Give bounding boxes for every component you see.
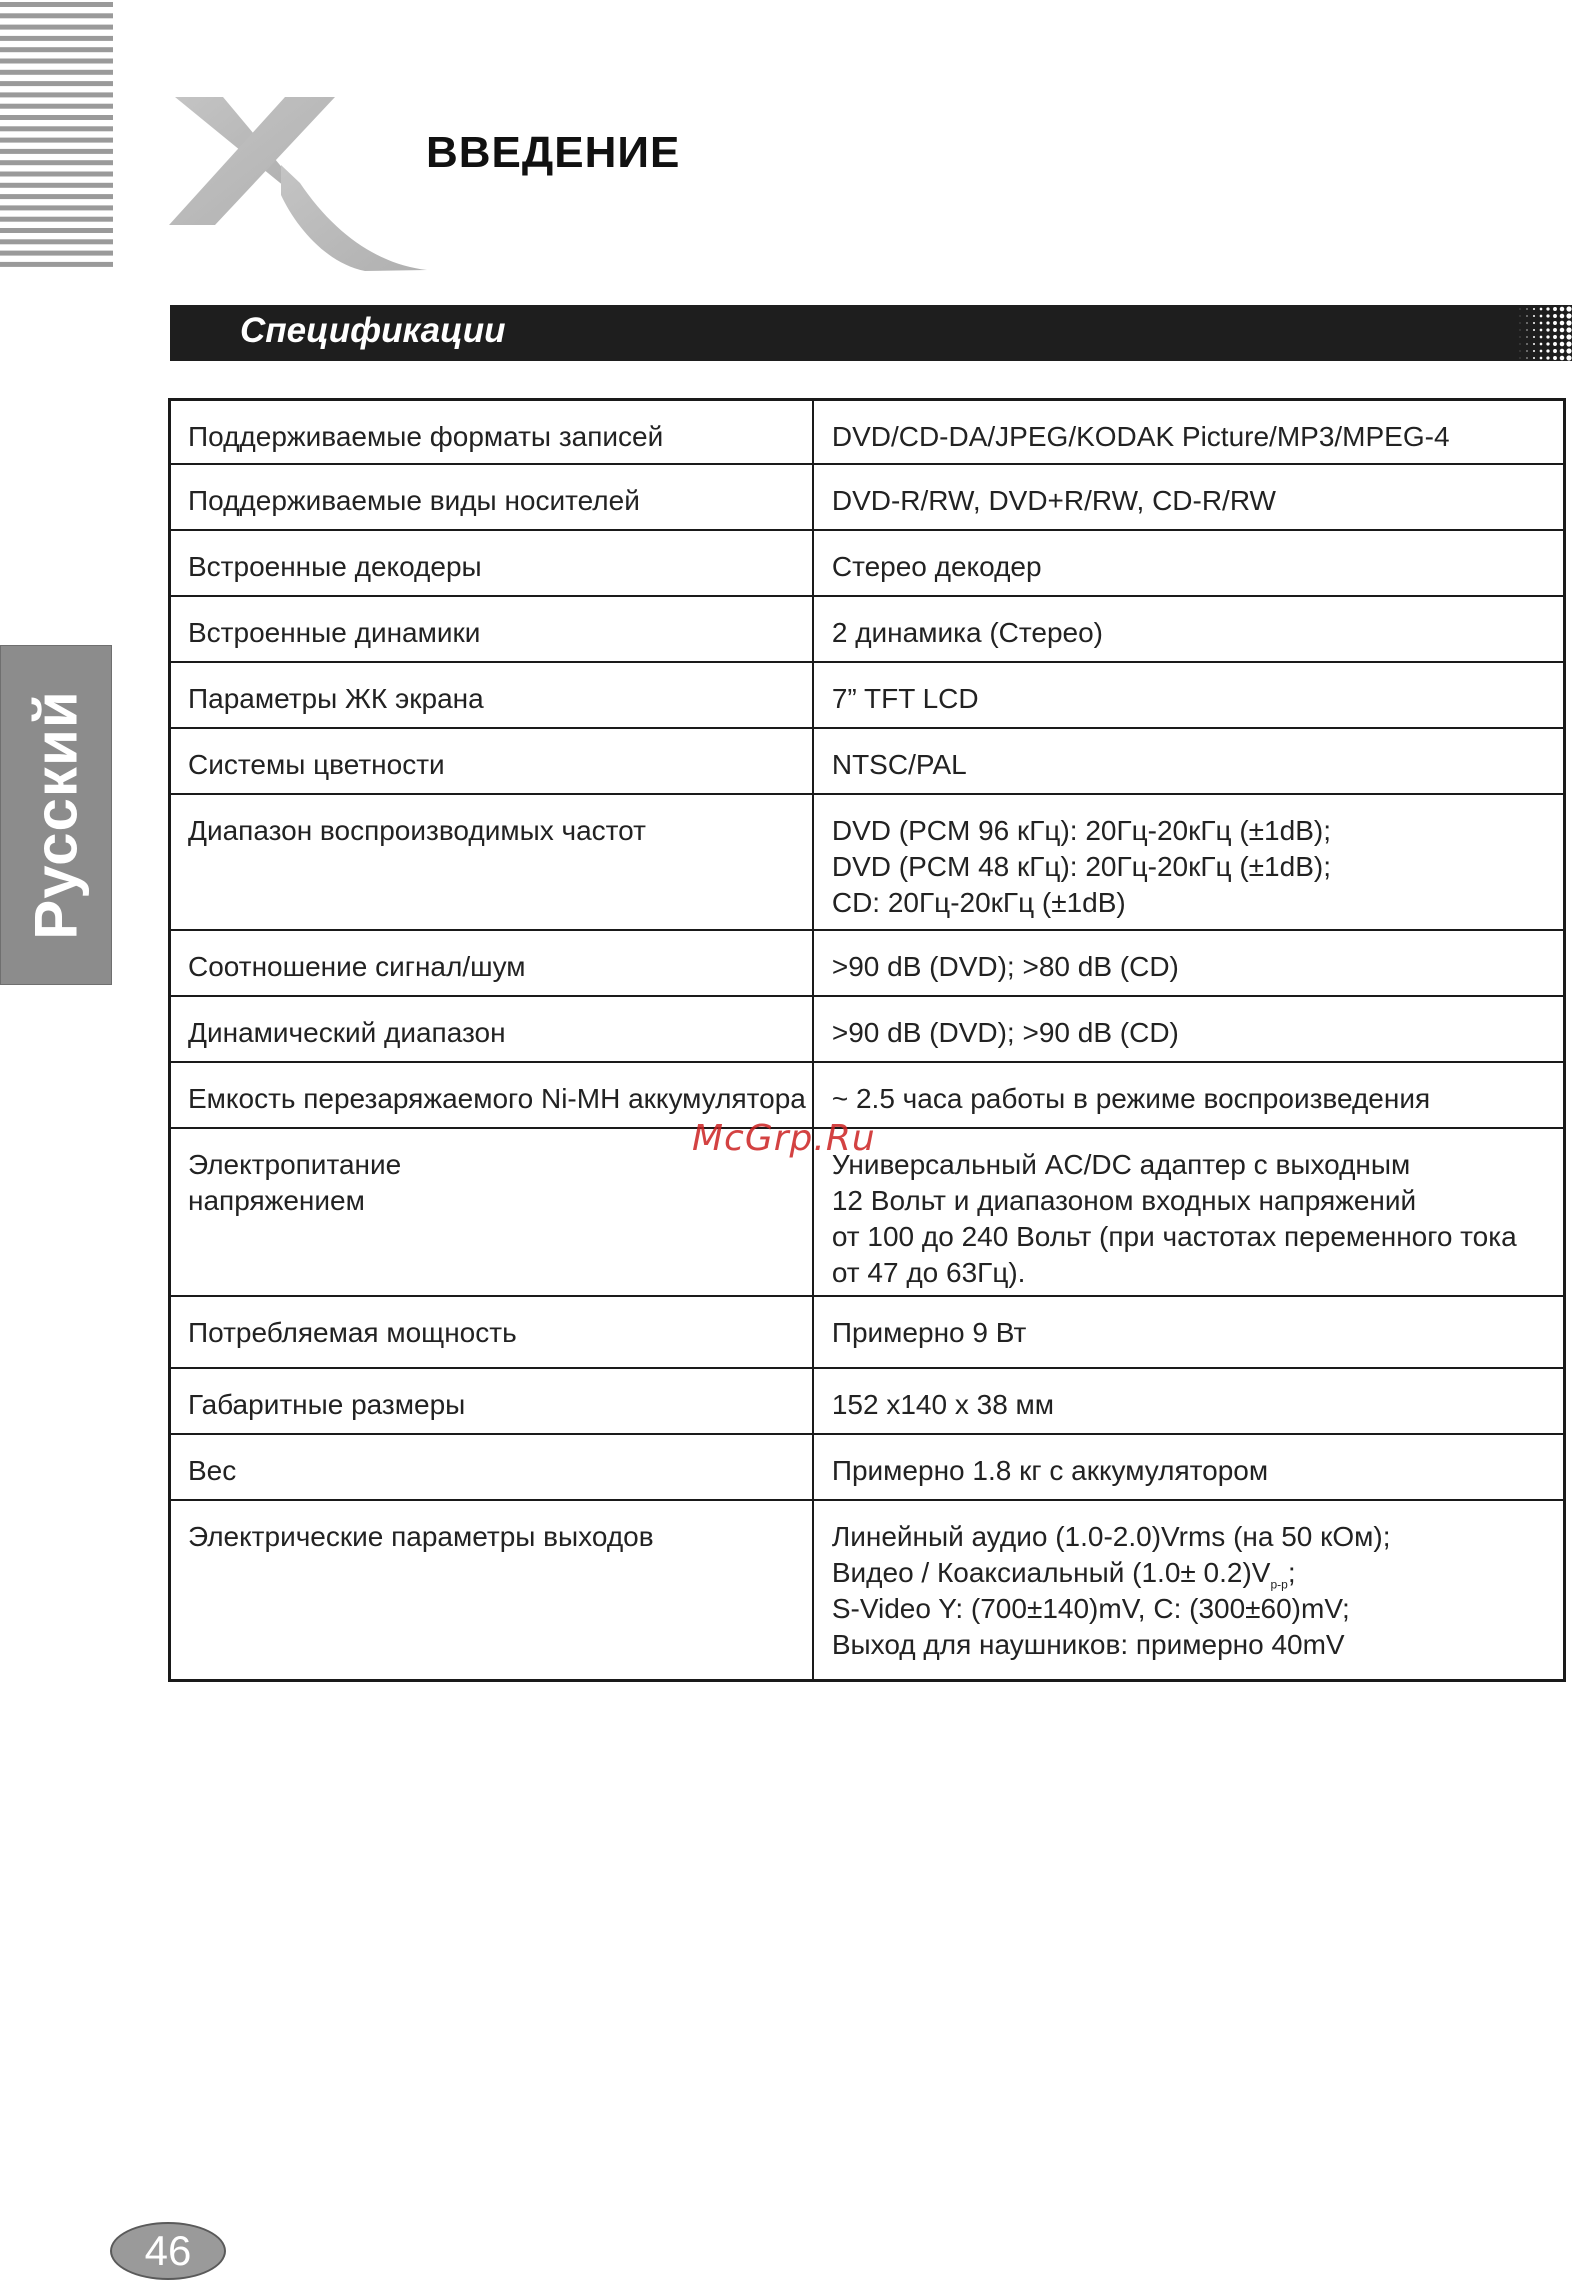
stripe xyxy=(0,183,113,188)
spec-value-line xyxy=(832,813,1557,849)
spec-label-line: Поддерживаемые виды носителей xyxy=(188,485,640,516)
spec-value-text: DVD (PCM 48 кГц): 20Гц-20кГц (±1dB); xyxy=(831,851,1331,882)
section-header-bar xyxy=(170,305,1572,361)
halftone-dot xyxy=(1540,308,1543,311)
spec-label xyxy=(170,1434,813,1500)
spec-row xyxy=(170,400,1565,465)
halftone-dot xyxy=(1553,321,1557,325)
halftone-dot xyxy=(1566,313,1571,318)
spec-value xyxy=(813,1434,1565,1500)
halftone-dot xyxy=(1566,327,1571,332)
spec-value-line xyxy=(832,1555,1557,1591)
stripe xyxy=(0,92,113,97)
halftone-dot xyxy=(1533,343,1535,345)
halftone-dot xyxy=(1540,329,1543,332)
section-title: Спецификации xyxy=(240,311,506,350)
halftone-dot xyxy=(1533,308,1535,310)
stripe xyxy=(0,70,113,75)
halftone-dot xyxy=(1520,358,1521,359)
halftone-dot xyxy=(1546,342,1549,345)
halftone-dot xyxy=(1540,343,1543,346)
spec-value-text: NTSC/PAL xyxy=(831,749,967,780)
spec-value-text: Линейный аудио (1.0-2.0)Vrms (на 50 кОм); xyxy=(831,1521,1391,1552)
halftone-dot xyxy=(1560,321,1565,326)
spec-label-line: Габаритные размеры xyxy=(188,1389,466,1420)
spec-row xyxy=(170,794,1565,930)
halftone-dots-decoration xyxy=(1502,305,1572,361)
spec-value xyxy=(813,728,1565,794)
halftone-dot xyxy=(1566,348,1571,353)
stripe xyxy=(0,194,113,199)
spec-label-line: Параметры ЖК экрана xyxy=(188,683,484,714)
spec-value xyxy=(813,530,1565,596)
halftone-dot xyxy=(1546,321,1549,324)
spec-label-line: Диапазон воспроизводимых частот xyxy=(188,815,646,846)
stripe xyxy=(0,205,113,210)
halftone-dot xyxy=(1520,351,1521,352)
spec-label xyxy=(170,596,813,662)
spec-value-text: от 47 до 63Гц). xyxy=(831,1257,1026,1288)
stripe xyxy=(0,25,113,30)
spec-label xyxy=(170,464,813,530)
stripe xyxy=(0,138,113,143)
spec-value xyxy=(813,1500,1565,1681)
stripe xyxy=(0,126,113,131)
stripe xyxy=(0,59,113,64)
spec-value-text: CD: 20Гц-20кГц (±1dB) xyxy=(831,887,1126,918)
spec-row xyxy=(170,596,1565,662)
spec-value-text: Видео / Коаксиальный (1.0± 0.2)V xyxy=(831,1557,1271,1588)
spec-label-line: напряжением xyxy=(188,1185,365,1216)
spec-label xyxy=(170,1296,813,1368)
halftone-dot xyxy=(1566,320,1571,325)
halftone-dot xyxy=(1520,316,1521,317)
spec-value-line xyxy=(832,1315,1557,1351)
spec-value-text: S-Video Y: (700±140)mV, C: (300±60)mV; xyxy=(831,1593,1350,1624)
spec-row xyxy=(170,530,1565,596)
spec-value-text: DVD-R/RW, DVD+R/RW, CD-R/RW xyxy=(831,485,1276,516)
subscript: p-p xyxy=(1270,1577,1288,1592)
halftone-dot xyxy=(1520,309,1521,310)
halftone-dot xyxy=(1566,306,1571,311)
spec-row xyxy=(170,1296,1565,1368)
halftone-dot xyxy=(1553,356,1557,360)
spec-value-text: ~ 2.5 часа работы в режиме воспроизведения xyxy=(831,1083,1431,1114)
language-tab xyxy=(0,645,112,985)
spec-label xyxy=(170,530,813,596)
halftone-dot xyxy=(1546,314,1549,317)
decorative-stripes xyxy=(0,0,113,272)
spec-value-line xyxy=(832,1015,1557,1051)
spec-value-text: >90 dB (DVD); >80 dB (CD) xyxy=(831,951,1179,982)
spec-value-line xyxy=(832,419,1557,455)
spec-row xyxy=(170,1368,1565,1434)
halftone-dot xyxy=(1560,356,1565,361)
page-title: ВВЕДЕНИЕ xyxy=(426,128,681,177)
spec-value xyxy=(813,464,1565,530)
halftone-dot xyxy=(1540,315,1543,318)
spec-value-text: Примерно 1.8 кг с аккумулятором xyxy=(831,1455,1269,1486)
spec-value xyxy=(813,996,1565,1062)
spec-row xyxy=(170,728,1565,794)
halftone-dot xyxy=(1540,336,1543,339)
spec-label xyxy=(170,930,813,996)
halftone-dot xyxy=(1560,349,1565,354)
spec-label-line: Потребляемая мощность xyxy=(188,1317,517,1348)
spec-value-text: Стерео декодер xyxy=(831,551,1042,582)
spec-value-line xyxy=(832,1255,1557,1291)
stripe xyxy=(0,36,113,41)
halftone-dot xyxy=(1560,342,1565,347)
spec-label xyxy=(170,996,813,1062)
halftone-dot xyxy=(1526,343,1527,344)
halftone-dot xyxy=(1546,307,1549,310)
halftone-dot xyxy=(1533,350,1535,352)
halftone-dot xyxy=(1566,341,1571,346)
spec-value-text: 152 x140 x 38 мм xyxy=(831,1389,1055,1420)
spec-label xyxy=(170,794,813,930)
spec-value-line xyxy=(832,1453,1557,1489)
spec-value xyxy=(813,400,1565,465)
halftone-dot xyxy=(1553,342,1557,346)
halftone-dot xyxy=(1553,328,1557,332)
halftone-dot xyxy=(1526,308,1527,309)
spec-value-text: >90 dB (DVD); >90 dB (CD) xyxy=(831,1017,1179,1048)
spec-row xyxy=(170,662,1565,728)
halftone-dot xyxy=(1526,336,1527,337)
stripe xyxy=(0,172,113,177)
spec-row xyxy=(170,1500,1565,1681)
spec-value-line xyxy=(832,1081,1557,1117)
halftone-dot xyxy=(1560,314,1565,319)
spec-value xyxy=(813,1062,1565,1128)
spec-value xyxy=(813,1368,1565,1434)
spec-value xyxy=(813,930,1565,996)
halftone-dot xyxy=(1526,357,1527,358)
halftone-dot xyxy=(1546,328,1549,331)
halftone-dot xyxy=(1520,344,1521,345)
spec-label-line: Динамический диапазон xyxy=(188,1017,506,1048)
spec-row xyxy=(170,930,1565,996)
spec-label xyxy=(170,1500,813,1681)
spec-value xyxy=(813,596,1565,662)
spec-label-line: Электропитание xyxy=(188,1149,402,1180)
spec-value xyxy=(813,794,1565,930)
halftone-dot xyxy=(1533,329,1535,331)
halftone-dot xyxy=(1526,329,1527,330)
spec-value-line xyxy=(832,1627,1557,1663)
spec-value-line xyxy=(832,849,1557,885)
spec-value-line xyxy=(832,1387,1557,1423)
stripe xyxy=(0,239,113,244)
halftone-dot xyxy=(1560,328,1565,333)
spec-value-line xyxy=(832,747,1557,783)
spec-label xyxy=(170,400,813,465)
watermark: McGrp.Ru xyxy=(692,1118,876,1159)
stripe xyxy=(0,160,113,165)
halftone-dot xyxy=(1566,355,1571,360)
halftone-dot xyxy=(1553,349,1557,353)
spec-value xyxy=(813,1128,1565,1296)
halftone-dot xyxy=(1540,322,1543,325)
spec-value-line xyxy=(832,1183,1557,1219)
stripe xyxy=(0,149,113,154)
halftone-dot xyxy=(1553,307,1557,311)
stripe xyxy=(0,104,113,109)
spec-label-line: Системы цветности xyxy=(188,749,445,780)
language-tab-label: Русский xyxy=(22,690,90,940)
spec-label xyxy=(170,1368,813,1434)
halftone-dot xyxy=(1553,314,1557,318)
spec-value-line xyxy=(832,681,1557,717)
spec-value-line xyxy=(832,885,1557,921)
stripe xyxy=(0,228,113,233)
halftone-dot xyxy=(1546,349,1549,352)
spec-value-line xyxy=(832,1591,1557,1627)
spec-value-text: Универсальный AC/DC адаптер с выходным xyxy=(831,1149,1411,1180)
specifications-table xyxy=(168,398,1566,1682)
spec-value-text: DVD/CD-DA/JPEG/KODAK Picture/MP3/MPEG-4 xyxy=(831,421,1450,452)
spec-value-text: Примерно 9 Вт xyxy=(831,1317,1027,1348)
stripe xyxy=(0,13,113,18)
halftone-dot xyxy=(1526,315,1527,316)
halftone-dot xyxy=(1520,323,1521,324)
spec-value xyxy=(813,1296,1565,1368)
halftone-dot xyxy=(1546,356,1549,359)
spec-label-line: Встроенные динамики xyxy=(188,617,481,648)
halftone-dot xyxy=(1560,307,1565,312)
halftone-dot xyxy=(1533,357,1535,359)
halftone-dot xyxy=(1526,350,1527,351)
halftone-dot xyxy=(1560,335,1565,340)
spec-label-line: Емкость перезаряжаемого Ni-MH аккумулятора xyxy=(188,1083,806,1114)
spec-label-line: Соотношение сигнал/шум xyxy=(188,951,526,982)
spec-row xyxy=(170,1434,1565,1500)
spec-row xyxy=(170,464,1565,530)
halftone-dot xyxy=(1520,330,1521,331)
halftone-dot xyxy=(1553,335,1557,339)
spec-label-line: Поддерживаемые форматы записей xyxy=(188,421,664,452)
halftone-dot xyxy=(1566,334,1571,339)
stripe xyxy=(0,251,113,256)
spec-value-text: DVD (PCM 96 кГц): 20Гц-20кГц (±1dB); xyxy=(831,815,1331,846)
stripe xyxy=(0,47,113,52)
spec-value-text: 2 динамика (Стерео) xyxy=(831,617,1103,648)
spec-value-text: 7” TFT LCD xyxy=(831,683,979,714)
spec-value-line xyxy=(832,483,1557,519)
spec-value-line xyxy=(832,549,1557,585)
spec-row xyxy=(170,996,1565,1062)
spec-value-text: Выход для наушников: примерно 40mV xyxy=(831,1629,1345,1660)
halftone-dot xyxy=(1533,322,1535,324)
page-number: 46 xyxy=(110,2222,226,2280)
stripe xyxy=(0,2,113,7)
stripe xyxy=(0,81,113,86)
spec-value xyxy=(813,662,1565,728)
spec-value-text: от 100 до 240 Вольт (при частотах переменного тока xyxy=(831,1221,1517,1252)
stripe xyxy=(0,115,113,120)
halftone-dot xyxy=(1533,336,1535,338)
spec-value-line xyxy=(832,1519,1557,1555)
subscript-suffix: ; xyxy=(1287,1557,1296,1588)
spec-value-text: 12 Вольт и диапазоном входных напряжений xyxy=(831,1185,1417,1216)
spec-value-line xyxy=(832,949,1557,985)
halftone-dot xyxy=(1546,335,1549,338)
halftone-dot xyxy=(1526,322,1527,323)
halftone-dot xyxy=(1533,315,1535,317)
spec-value-line xyxy=(832,615,1557,651)
spec-label-line: Электрические параметры выходов xyxy=(188,1521,654,1552)
halftone-dot xyxy=(1540,350,1543,353)
spec-value-line xyxy=(832,1147,1557,1183)
stripe xyxy=(0,262,113,267)
x-brand-logo-icon xyxy=(165,95,430,275)
spec-value-line xyxy=(832,1219,1557,1255)
spec-label-line: Встроенные декодеры xyxy=(188,551,482,582)
spec-label-line: Вес xyxy=(188,1455,237,1486)
spec-label xyxy=(170,662,813,728)
halftone-dot xyxy=(1520,337,1521,338)
halftone-dot xyxy=(1540,357,1543,360)
stripe xyxy=(0,217,113,222)
spec-label xyxy=(170,728,813,794)
